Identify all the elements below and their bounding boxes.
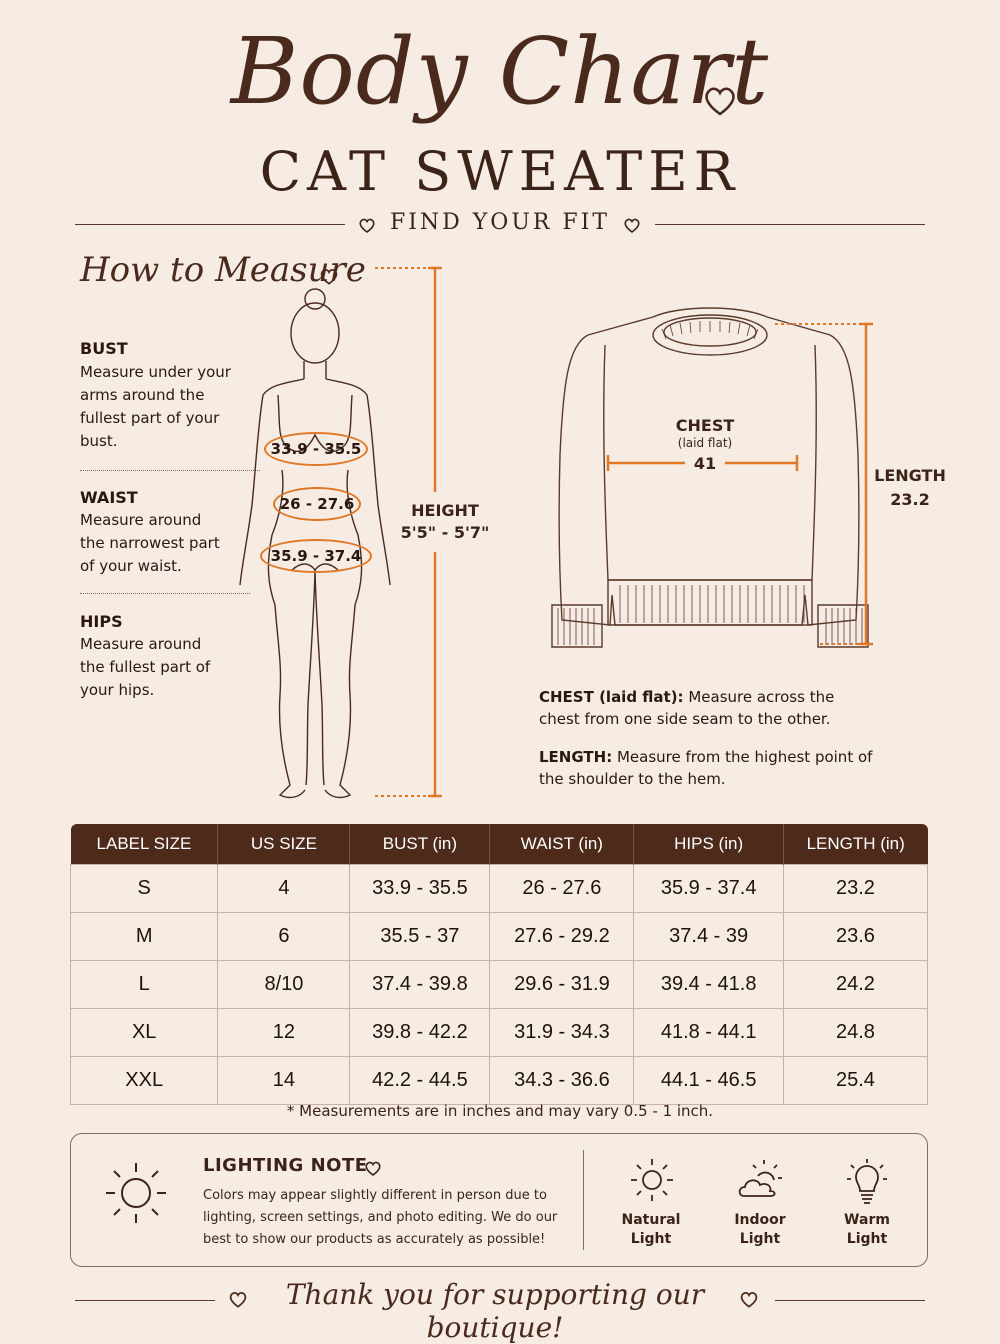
how-to-heading: How to Measure <box>80 250 366 290</box>
table-cell: 27.6 - 29.2 <box>490 913 634 961</box>
lightbulb-icon <box>845 1157 889 1205</box>
table-header-row <box>71 824 928 865</box>
page-title: Body Chart <box>230 18 770 125</box>
length-value: 23.2 <box>890 490 930 509</box>
table-cell: 37.4 - 39 <box>634 913 783 961</box>
table-cell: 26 - 27.6 <box>490 865 634 913</box>
option-label: Warm <box>844 1212 890 1228</box>
option-label: Natural <box>621 1212 681 1228</box>
chest-note-text: Measure across the chest from one side seam to the other. <box>539 688 835 728</box>
hips-measurement-pill: 35.9 - 37.4 <box>260 539 372 573</box>
divider <box>75 1300 215 1301</box>
table-cell: 25.4 <box>783 1057 927 1105</box>
table-cell: XL <box>71 1009 218 1057</box>
divider <box>583 1150 584 1250</box>
lighting-note-title: LIGHTING NOTE <box>203 1155 368 1176</box>
table-cell: 14 <box>218 1057 350 1105</box>
option-warm-light <box>822 1211 912 1249</box>
table-cell: 44.1 - 46.5 <box>634 1057 783 1105</box>
hips-instructions: Measure around the fullest part of your hips. <box>80 635 211 699</box>
table-cell: 33.9 - 35.5 <box>350 865 490 913</box>
length-label-text: LENGTH <box>874 466 946 485</box>
chest-label: CHEST <box>675 416 735 435</box>
lighting-note-text: Colors may appear slightly different in person due to lighting, screen settings, and photo editing. We do our best to show our products as accurately as possible! <box>203 1188 558 1247</box>
table-cell: 37.4 - 39.8 <box>350 961 490 1009</box>
sun-icon <box>100 1160 172 1226</box>
table-cell: 23.2 <box>783 865 927 913</box>
option-natural-light <box>606 1211 696 1249</box>
bust-instructions: Measure under your arms around the fullest part of your bust. <box>80 363 231 450</box>
heart-icon <box>227 1288 249 1310</box>
heart-icon <box>318 265 340 287</box>
table-cell: 4 <box>218 865 350 913</box>
option-label: Light <box>846 1231 888 1247</box>
length-note-term: LENGTH: <box>539 748 613 766</box>
divider <box>655 224 925 225</box>
chest-value: 41 <box>685 454 725 473</box>
heart-icon <box>700 80 740 120</box>
table-cell: XXL <box>71 1057 218 1105</box>
table-cell: 12 <box>218 1009 350 1057</box>
length-note-text: Measure from the highest point of the shoulder to the hem. <box>539 748 873 788</box>
hips-label: HIPS <box>80 612 123 631</box>
heart-icon <box>363 1158 383 1178</box>
chest-sub-label: (laid flat) <box>677 436 733 450</box>
table-row <box>71 865 928 913</box>
table-row <box>71 913 928 961</box>
length-measure-line <box>770 318 880 650</box>
column-header: US SIZE <box>218 824 350 865</box>
bust-measurement-pill: 33.9 - 35.5 <box>264 432 368 466</box>
table-cell: 34.3 - 36.6 <box>490 1057 634 1105</box>
waist-instructions: Measure around the narrowest part of your waist. <box>80 511 220 575</box>
table-cell: 24.8 <box>783 1009 927 1057</box>
divider <box>775 1300 925 1301</box>
waist-measurement-pill: 26 - 27.6 <box>273 487 361 521</box>
table-cell: L <box>71 961 218 1009</box>
heart-icon <box>622 215 642 235</box>
column-header: LABEL SIZE <box>71 824 218 865</box>
column-header: HIPS (in) <box>634 824 783 865</box>
page-subtitle: CAT SWEATER <box>259 140 741 203</box>
option-indoor-light <box>715 1211 805 1249</box>
heart-icon <box>738 1288 760 1310</box>
height-label-text: HEIGHT <box>411 501 479 520</box>
column-header: WAIST (in) <box>490 824 634 865</box>
table-cell: 31.9 - 34.3 <box>490 1009 634 1057</box>
table-footnote: * Measurements are in inches and may vary 0.5 - 1 inch. <box>286 1102 714 1120</box>
table-cell: 35.9 - 37.4 <box>634 865 783 913</box>
table-cell: 24.2 <box>783 961 927 1009</box>
table-cell: 39.4 - 41.8 <box>634 961 783 1009</box>
length-note <box>539 746 879 790</box>
chest-note <box>539 686 879 730</box>
sun-icon <box>628 1157 676 1203</box>
table-row <box>71 961 928 1009</box>
column-header: BUST (in) <box>350 824 490 865</box>
length-label <box>870 464 950 512</box>
table-cell: S <box>71 865 218 913</box>
waist-label: WAIST <box>80 488 138 507</box>
table-cell: 23.6 <box>783 913 927 961</box>
table-cell: 8/10 <box>218 961 350 1009</box>
height-label <box>400 500 490 544</box>
option-label: Light <box>630 1231 672 1247</box>
height-value: 5'5" - 5'7" <box>400 523 490 542</box>
divider <box>80 593 250 594</box>
thank-you-message: Thank you for supporting our boutique! <box>285 1278 705 1344</box>
cloud-sun-icon <box>736 1158 784 1202</box>
option-label: Light <box>739 1231 781 1247</box>
bust-label: BUST <box>80 339 128 358</box>
table-cell: 29.6 - 31.9 <box>490 961 634 1009</box>
chest-note-term: CHEST (laid flat): <box>539 688 684 706</box>
option-label: Indoor <box>734 1212 786 1228</box>
table-row <box>71 1009 928 1057</box>
table-row <box>71 1057 928 1105</box>
table-cell: 42.2 - 44.5 <box>350 1057 490 1105</box>
size-table <box>70 824 928 1105</box>
tagline: FIND YOUR FIT <box>389 210 611 235</box>
table-cell: 35.5 - 37 <box>350 913 490 961</box>
divider <box>75 224 345 225</box>
table-cell: M <box>71 913 218 961</box>
table-cell: 41.8 - 44.1 <box>634 1009 783 1057</box>
table-cell: 39.8 - 42.2 <box>350 1009 490 1057</box>
column-header: LENGTH (in) <box>783 824 927 865</box>
table-cell: 6 <box>218 913 350 961</box>
